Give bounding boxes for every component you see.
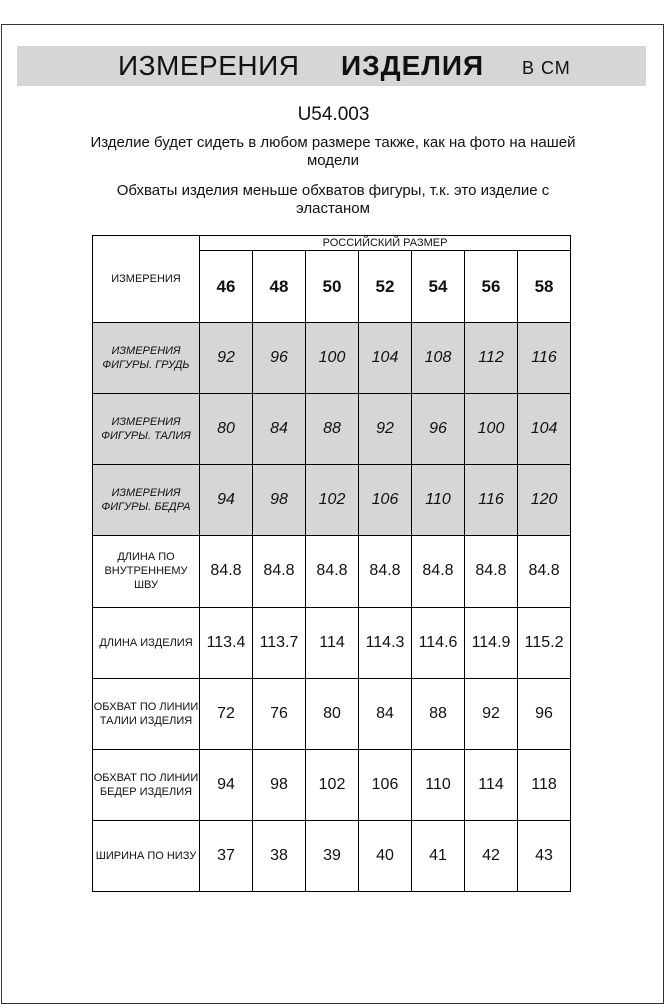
- value-cell: 114: [465, 749, 518, 820]
- value-cell: 84.8: [359, 536, 412, 607]
- value-cell: 88: [412, 678, 465, 749]
- size-header-cell: 56: [465, 251, 518, 323]
- table-row: [93, 820, 571, 891]
- article-number: U54.003: [297, 104, 370, 125]
- value-cell: 72: [200, 678, 253, 749]
- table-row: [93, 394, 571, 465]
- size-group-header: РОССИЙСКИЙ РАЗМЕР: [200, 236, 571, 251]
- row-label: ДЛИНА ПО ВНУТРЕННЕМУ ШВУ: [93, 536, 200, 607]
- value-cell: 43: [518, 820, 571, 891]
- value-cell: 100: [306, 323, 359, 394]
- value-cell: 118: [518, 749, 571, 820]
- value-cell: 40: [359, 820, 412, 891]
- value-cell: 108: [412, 323, 465, 394]
- value-cell: 42: [465, 820, 518, 891]
- value-cell: 116: [465, 465, 518, 536]
- value-cell: 104: [518, 394, 571, 465]
- corner-header: ИЗМЕРЕНИЯ: [93, 236, 200, 323]
- value-cell: 84: [359, 678, 412, 749]
- value-cell: 96: [412, 394, 465, 465]
- value-cell: 84.8: [412, 536, 465, 607]
- table-row: [93, 465, 571, 536]
- value-cell: 84.8: [253, 536, 306, 607]
- table-row: [93, 678, 571, 749]
- size-header-cell: 48: [253, 251, 306, 323]
- size-header-cell: 52: [359, 251, 412, 323]
- size-table: [92, 235, 571, 892]
- value-cell: 92: [359, 394, 412, 465]
- value-cell: 96: [518, 678, 571, 749]
- value-cell: 114.6: [412, 607, 465, 678]
- value-cell: 112: [465, 323, 518, 394]
- row-label: ИЗМЕРЕНИЯ ФИГУРЫ. ГРУДЬ: [93, 323, 200, 394]
- value-cell: 100: [465, 394, 518, 465]
- value-cell: 37: [200, 820, 253, 891]
- value-cell: 84.8: [465, 536, 518, 607]
- value-cell: 106: [359, 465, 412, 536]
- value-cell: 92: [200, 323, 253, 394]
- value-cell: 80: [200, 394, 253, 465]
- value-cell: 84.8: [200, 536, 253, 607]
- value-cell: 120: [518, 465, 571, 536]
- value-cell: 94: [200, 465, 253, 536]
- value-cell: 102: [306, 465, 359, 536]
- table-row: [93, 749, 571, 820]
- value-cell: 113.4: [200, 607, 253, 678]
- size-header-cell: 54: [412, 251, 465, 323]
- value-cell: 80: [306, 678, 359, 749]
- size-header-cell: 58: [518, 251, 571, 323]
- value-cell: 84: [253, 394, 306, 465]
- size-header-cell: 46: [200, 251, 253, 323]
- value-cell: 110: [412, 465, 465, 536]
- value-cell: 38: [253, 820, 306, 891]
- table-row: [93, 536, 571, 607]
- value-cell: 106: [359, 749, 412, 820]
- value-cell: 113.7: [253, 607, 306, 678]
- value-cell: 88: [306, 394, 359, 465]
- title-unit: В СМ: [522, 58, 571, 78]
- value-cell: 92: [465, 678, 518, 749]
- title-product: ИЗДЕЛИЯ: [341, 50, 485, 81]
- value-cell: 115.2: [518, 607, 571, 678]
- value-cell: 114.3: [359, 607, 412, 678]
- row-label: ОБХВАТ ПО ЛИНИИ БЕДЕР ИЗДЕЛИЯ: [93, 749, 200, 820]
- fit-note: Изделие будет сидеть в любом размере также, как на фото на нашей модели: [90, 134, 576, 169]
- row-label: ОБХВАТ ПО ЛИНИИ ТАЛИИ ИЗДЕЛИЯ: [93, 678, 200, 749]
- value-cell: 96: [253, 323, 306, 394]
- value-cell: 110: [412, 749, 465, 820]
- title-banner: [17, 46, 646, 86]
- value-cell: 84.8: [306, 536, 359, 607]
- table-row: [93, 607, 571, 678]
- value-cell: 98: [253, 749, 306, 820]
- value-cell: 39: [306, 820, 359, 891]
- title-measurements: ИЗМЕРЕНИЯ: [118, 50, 300, 81]
- value-cell: 114.9: [465, 607, 518, 678]
- table-row: [93, 323, 571, 394]
- value-cell: 76: [253, 678, 306, 749]
- value-cell: 102: [306, 749, 359, 820]
- size-header-cell: 50: [306, 251, 359, 323]
- value-cell: 98: [253, 465, 306, 536]
- value-cell: 84.8: [518, 536, 571, 607]
- value-cell: 114: [306, 607, 359, 678]
- value-cell: 104: [359, 323, 412, 394]
- value-cell: 116: [518, 323, 571, 394]
- value-cell: 94: [200, 749, 253, 820]
- row-label: ШИРИНА ПО НИЗУ: [93, 820, 200, 891]
- row-label: ИЗМЕРЕНИЯ ФИГУРЫ. ТАЛИЯ: [93, 394, 200, 465]
- row-label: ДЛИНА ИЗДЕЛИЯ: [93, 607, 200, 678]
- elastane-note: Обхваты изделия меньше обхватов фигуры, т.к. это изделие с эластаном: [116, 182, 550, 217]
- value-cell: 41: [412, 820, 465, 891]
- row-label: ИЗМЕРЕНИЯ ФИГУРЫ. БЕДРА: [93, 465, 200, 536]
